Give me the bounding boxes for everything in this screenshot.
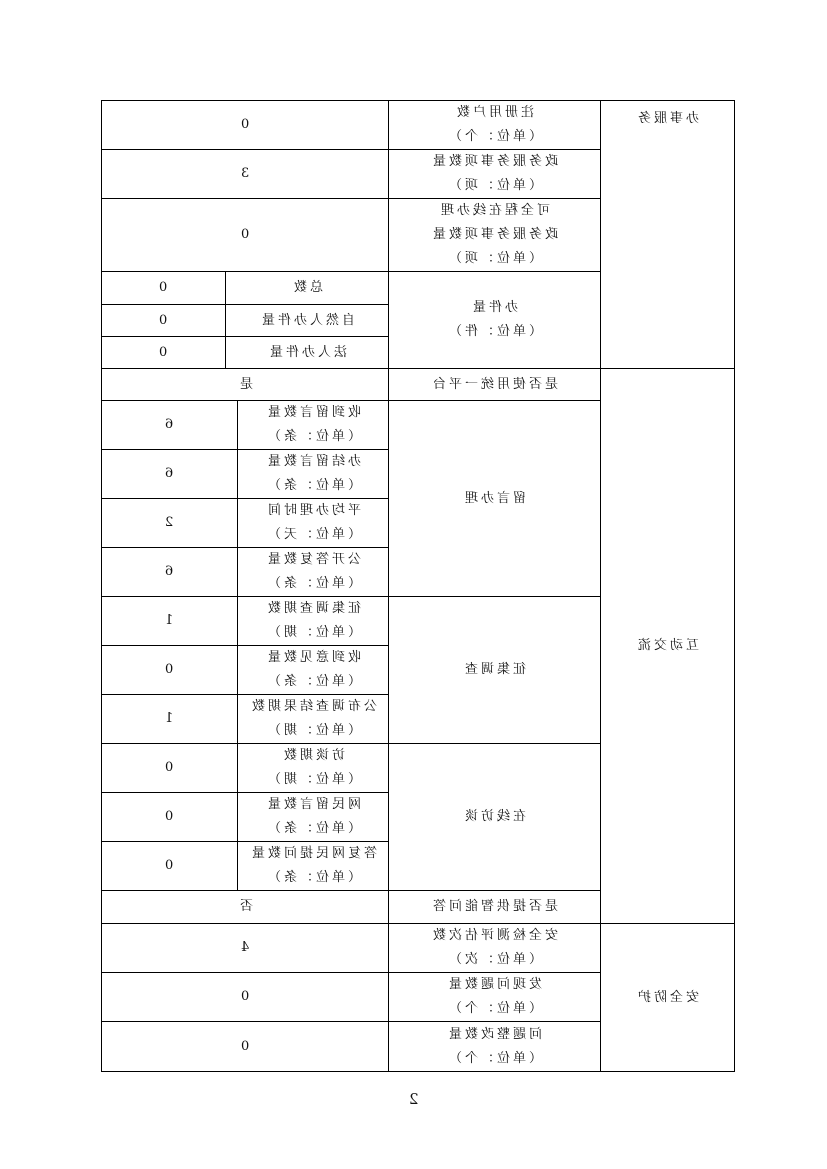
cases-natural-value: 0 xyxy=(102,305,226,337)
registered-users-value: 0 xyxy=(102,101,389,150)
msg-received-value: 6 xyxy=(102,401,238,450)
msg-handled-label: 办结留言数量 （单位：条） xyxy=(238,450,389,499)
interview-issues-value: 0 xyxy=(102,744,238,793)
messages-label: 留言办理 xyxy=(389,401,601,597)
statistics-table xyxy=(101,100,735,1072)
security-checks-label: 安全检测评估次数 （单位：次） xyxy=(389,924,601,973)
problems-fixed-label: 问题整改数量 （单位：个） xyxy=(389,1022,601,1072)
online-items-value: 0 xyxy=(102,199,389,272)
msg-public-reply-value: 6 xyxy=(102,548,238,597)
cases-total-label: 总数 xyxy=(226,272,389,305)
survey-results-value: 1 xyxy=(102,695,238,744)
msg-received-label: 收到留言数量 （单位：条） xyxy=(238,401,389,450)
cases-legal-value: 0 xyxy=(102,337,226,369)
problems-found-label: 发现问题数量 （单位：个） xyxy=(389,973,601,1022)
online-items-label: 可全程在线办理 政务服务事项数量 （单位：项） xyxy=(389,199,601,272)
section-ban-shi: 办事服务 xyxy=(601,101,735,369)
unified-platform-value: 是 xyxy=(102,369,389,401)
cases-label: 办件量 （单位：件） xyxy=(389,272,601,369)
survey-issues-value: 1 xyxy=(102,597,238,646)
msg-avg-time-label: 平均办理时间 （单位：天） xyxy=(238,499,389,548)
survey-results-label: 公布调查结果期数 （单位：期） xyxy=(238,695,389,744)
cases-natural-label: 自然人办件量 xyxy=(226,305,389,337)
problems-found-value: 0 xyxy=(102,973,389,1022)
msg-public-reply-label: 公开答复数量 （单位：条） xyxy=(238,548,389,597)
interview-msgs-value: 0 xyxy=(102,793,238,842)
interview-msgs-label: 网民留言数量 （单位：条） xyxy=(238,793,389,842)
gov-items-label: 政务服务事项数量 （单位：项） xyxy=(389,150,601,199)
survey-issues-label: 征集调查期数 （单位：期） xyxy=(238,597,389,646)
unified-platform-label: 是否使用统一平台 xyxy=(389,369,601,401)
gov-items-value: 3 xyxy=(102,150,389,199)
section-an-quan: 安全防护 xyxy=(601,924,735,1072)
page-number: 2 xyxy=(408,1090,419,1108)
interview-label: 在线访谈 xyxy=(389,744,601,891)
survey-opinions-value: 0 xyxy=(102,646,238,695)
smart-qa-label: 是否提供智能问答 xyxy=(389,891,601,924)
interview-answers-label: 答复网民提问数量 （单位：条） xyxy=(238,842,389,891)
security-checks-value: 4 xyxy=(102,924,389,973)
section-hu-dong: 互动交流 xyxy=(601,369,735,924)
survey-opinions-label: 收到意见数量 （单位：条） xyxy=(238,646,389,695)
problems-fixed-value: 0 xyxy=(102,1022,389,1072)
smart-qa-value: 否 xyxy=(102,891,389,924)
cases-total-value: 0 xyxy=(102,272,226,305)
survey-label: 征集调查 xyxy=(389,597,601,744)
msg-handled-value: 6 xyxy=(102,450,238,499)
registered-users-label: 注册用户数 （单位：个） xyxy=(389,101,601,150)
msg-avg-time-value: 2 xyxy=(102,499,238,548)
interview-issues-label: 访谈期数 （单位：期） xyxy=(238,744,389,793)
interview-answers-value: 0 xyxy=(102,842,238,891)
cases-legal-label: 法人办件量 xyxy=(226,337,389,369)
